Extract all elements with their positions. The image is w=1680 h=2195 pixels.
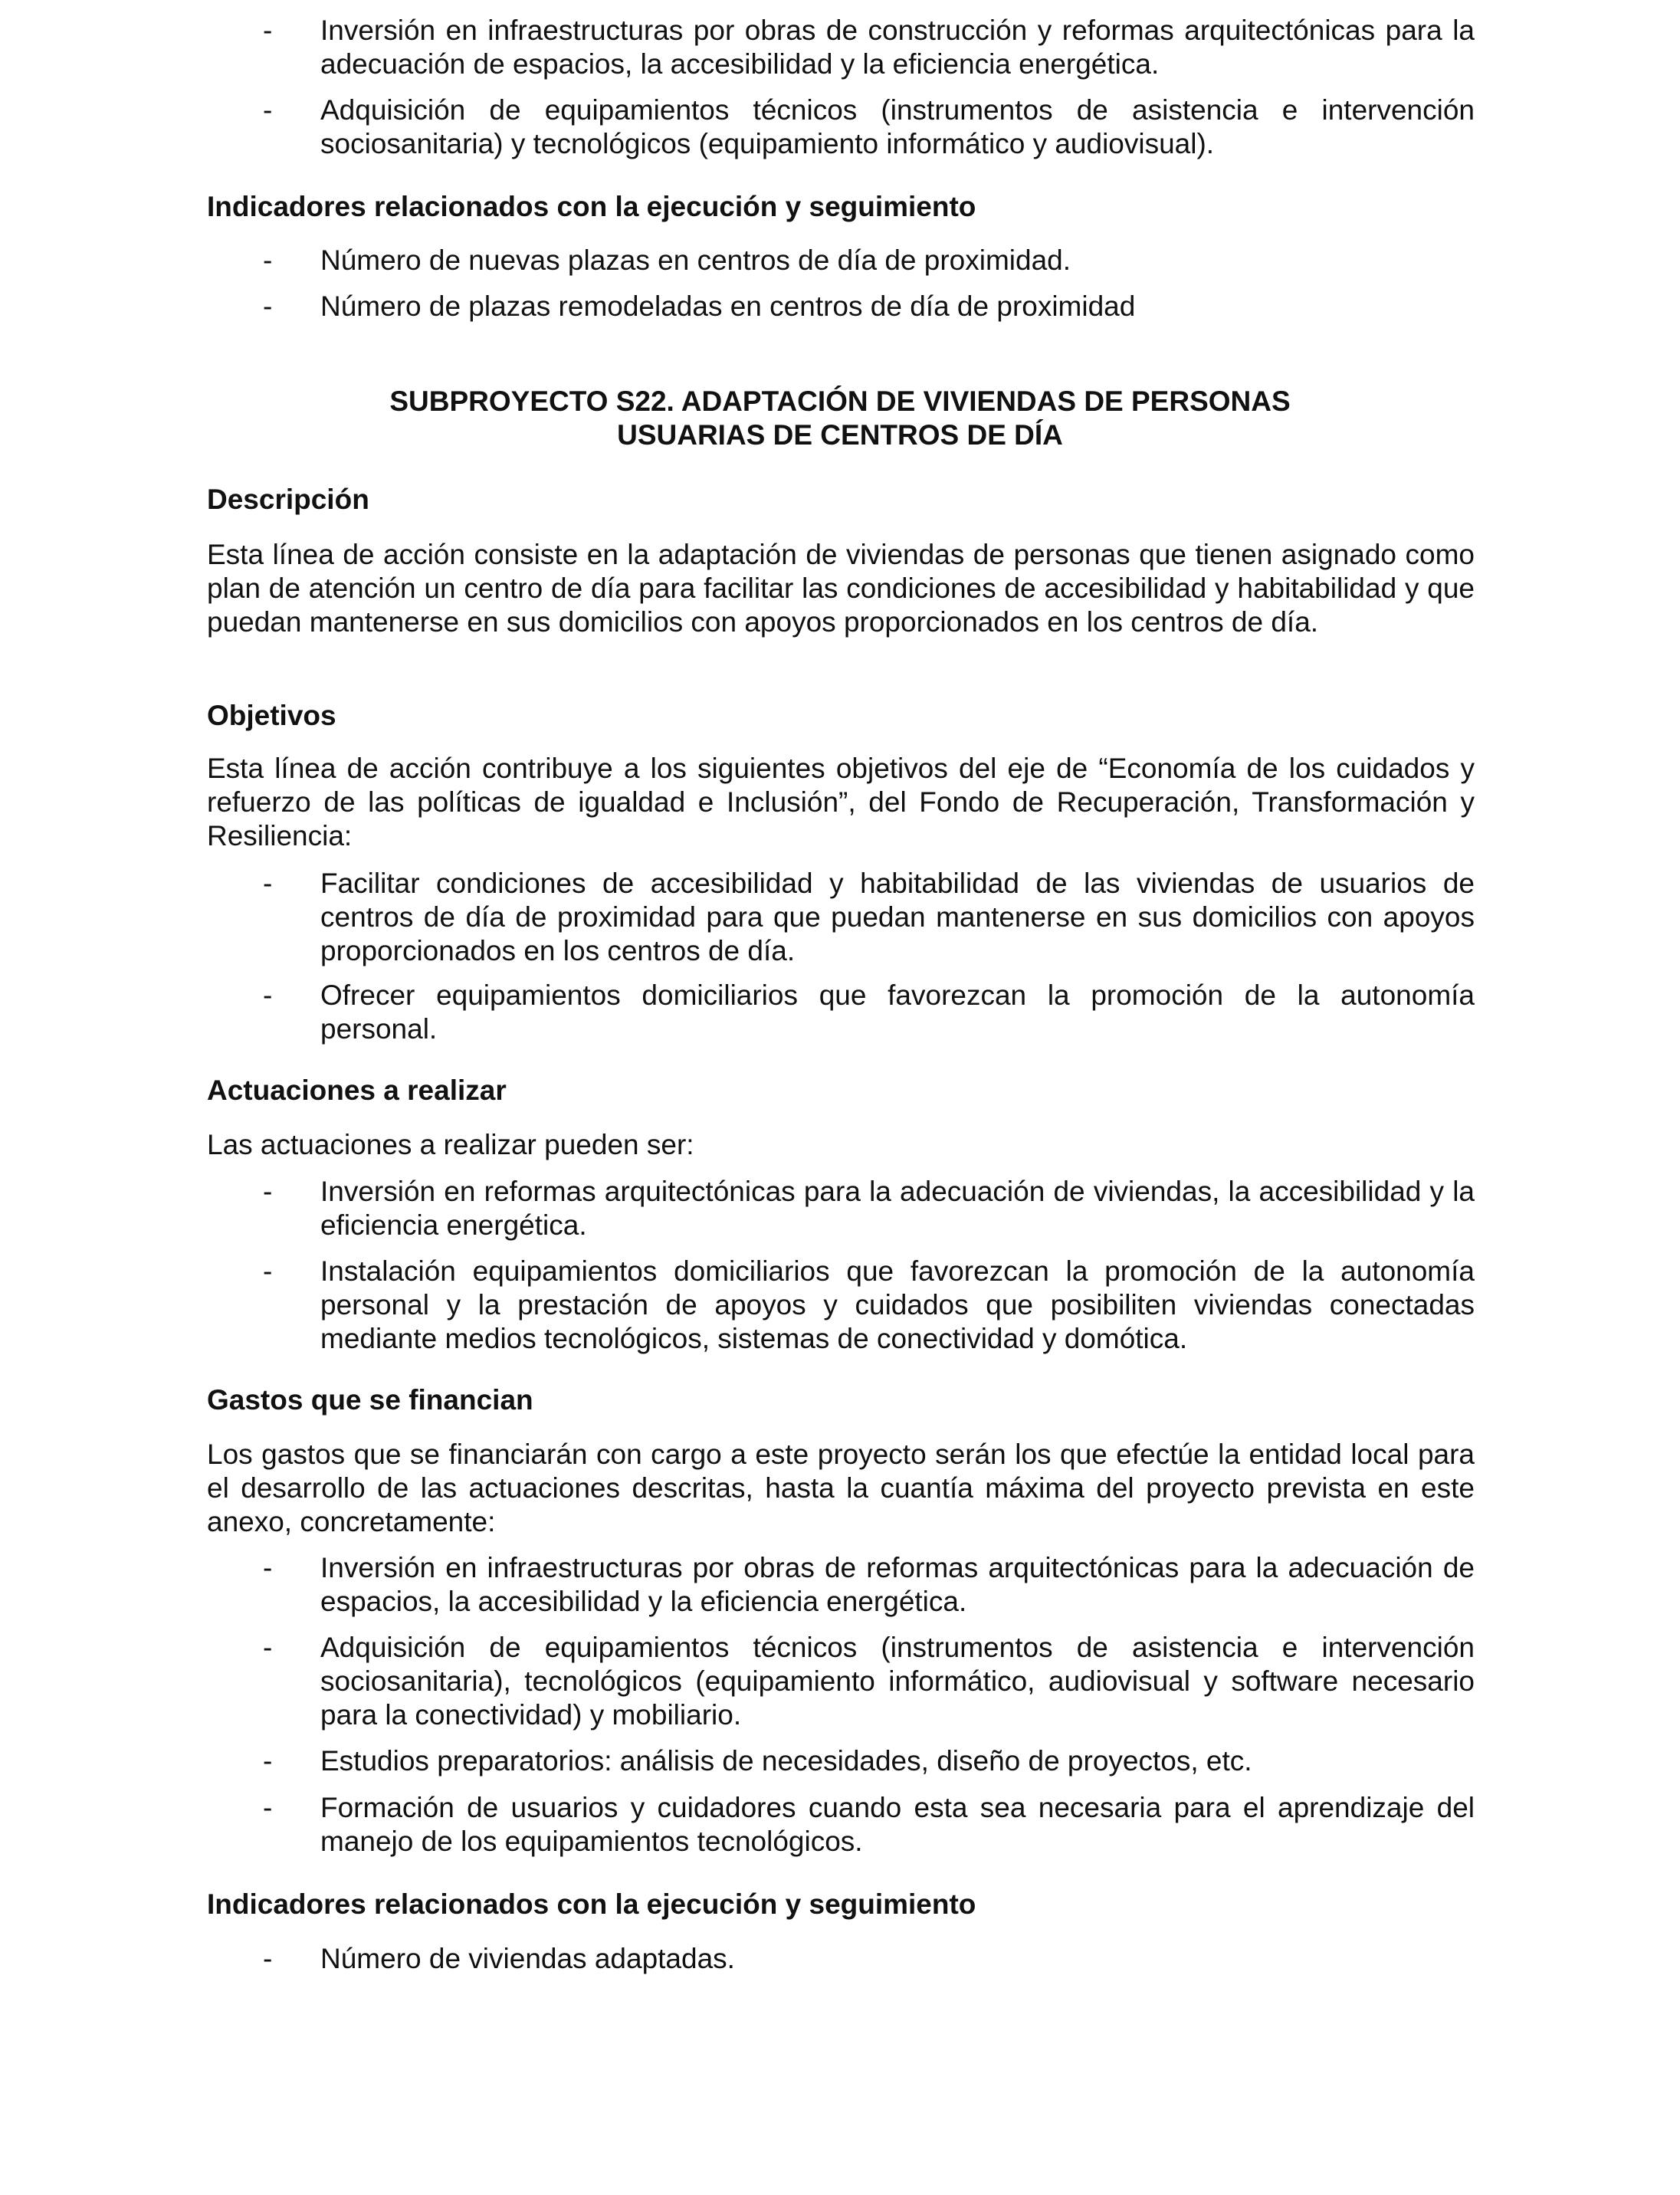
paragraph: Los gastos que se financiarán con cargo a este proyecto serán los que efectúe la entidad local para el desarrollo de las actuaciones descritas, hasta la cuantía máxima del proyecto prevista en este anexo, concretamente: <box>207 1439 1475 1537</box>
list-item: - Número de nuevas plazas en centros de día de proximidad. <box>263 244 1071 276</box>
section-heading: Objetivos <box>207 700 336 731</box>
list-item: - Inversión en infraestructuras por obras de reformas arquitectónicas para la adecuación de espacios, la accesibilidad y la eficiencia energética. <box>263 1552 1475 1617</box>
section-heading: Indicadores relacionados con la ejecución y seguimiento <box>207 191 976 222</box>
paragraph: Esta línea de acción consiste en la adaptación de viviendas de personas que tienen asignado como plan de atención un centro de día para facilitar las condiciones de accesibilidad y habitabilidad y que puedan mantenerse en sus domicilios con apoyos proporcionados en los centros de día. <box>207 539 1475 638</box>
list-item: - Adquisición de equipamientos técnicos (instrumentos de asistencia e intervención sociosanitaria) y tecnológicos (equipamiento informático y audiovisual). <box>263 94 1475 159</box>
list-item: - Ofrecer equipamientos domiciliarios que favorezcan la promoción de la autonomía personal. <box>263 979 1475 1045</box>
section-heading: Indicadores relacionados con la ejecución y seguimiento <box>207 1888 976 1920</box>
paragraph: Las actuaciones a realizar pueden ser: <box>207 1129 694 1160</box>
paragraph: Esta línea de acción contribuye a los siguientes objetivos del eje de “Economía de los cuidados y refuerzo de las políticas de igualdad e Inclusión”, del Fondo de Recuperación, Transformación y Resiliencia: <box>207 753 1475 851</box>
list-item: - Facilitar condiciones de accesibilidad y habitabilidad de las viviendas de usuarios de centros de día de proximidad para que puedan mantenerse en sus domicilios con apoyos proporcionados en los centros de día. <box>263 868 1475 966</box>
list-item: - Adquisición de equipamientos técnicos (instrumentos de asistencia e intervención sociosanitaria), tecnológicos (equipamiento informático, audiovisual y software necesario para la conectividad) y mobiliario. <box>263 1632 1475 1731</box>
list-item: - Estudios preparatorios: análisis de necesidades, diseño de proyectos, etc. <box>263 1745 1252 1777</box>
list-item: - Número de viviendas adaptadas. <box>263 1943 735 1974</box>
list-item: - Número de plazas remodeladas en centros de día de proximidad <box>263 290 1136 322</box>
section-heading: Actuaciones a realizar <box>207 1075 507 1106</box>
section-heading: Gastos que se financian <box>207 1384 533 1416</box>
list-item: - Instalación equipamientos domiciliarios que favorezcan la promoción de la autonomía personal y la prestación de apoyos y cuidados que posibiliten viviendas conectadas mediante medios tecnológicos, sistemas de conectividad y domótica. <box>263 1255 1475 1354</box>
list-item: - Inversión en infraestructuras por obras de construcción y reformas arquitectónicas para la adecuación de espacios, la accesibilidad y la eficiencia energética. <box>263 15 1475 80</box>
section-heading: Descripción <box>207 484 369 515</box>
subproject-title: SUBPROYECTO S22. ADAPTACIÓN DE VIVIENDAS DE PERSONAS USUARIAS DE CENTROS DE DÍA <box>389 386 1291 451</box>
list-item: - Formación de usuarios y cuidadores cuando esta sea necesaria para el aprendizaje del manejo de los equipamientos tecnológicos. <box>263 1792 1475 1857</box>
list-item: - Inversión en reformas arquitectónicas para la adecuación de viviendas, la accesibilidad y la eficiencia energética. <box>263 1176 1475 1241</box>
